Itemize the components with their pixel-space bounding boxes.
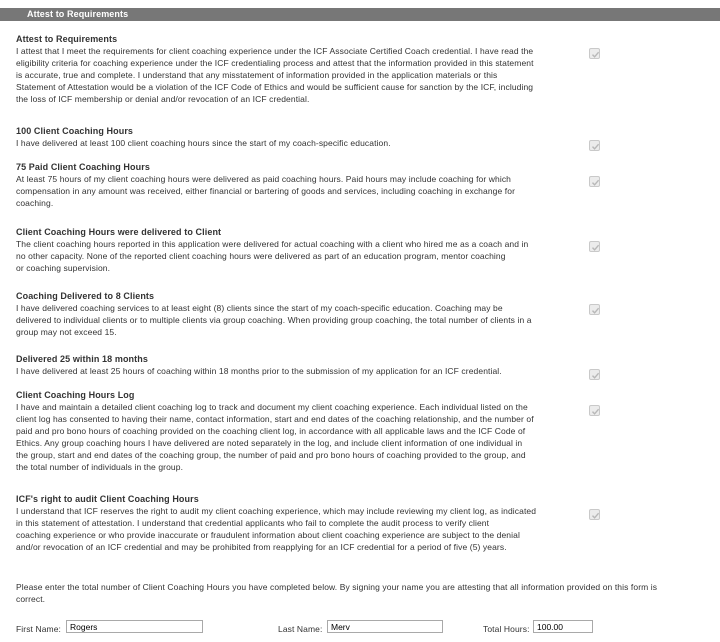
checkmark-icon: [591, 142, 600, 151]
attestation-checkbox[interactable]: [589, 509, 600, 520]
attestation-text-line: Ethics. Any group coaching hours I have delivered are noted separately in the log, and include client information of one individual in: [16, 438, 523, 448]
checkmark-icon: [591, 371, 600, 380]
attestation-text-line: the total number of individuals in the group.: [16, 462, 184, 472]
last-name-label: Last Name:: [278, 624, 323, 634]
attestation-section: [16, 290, 576, 338]
checkmark-icon: [591, 50, 600, 59]
checkmark-icon: [591, 511, 600, 520]
notice-line: Please enter the total number of Client Coaching Hours you have completed below. By signing your name you are attesting that all information provided on this form is: [16, 582, 658, 592]
checkmark-icon: [591, 243, 600, 252]
checkmark-icon: [591, 306, 600, 315]
attestation-text-line: I understand that ICF reserves the right to audit my client coaching experience, which may include reviewing my client log, as indicated: [16, 506, 537, 516]
attestation-section: [16, 125, 576, 149]
total-hours-input[interactable]: [533, 620, 593, 633]
attestation-text-line: or coaching supervision.: [16, 263, 111, 273]
last-name-input[interactable]: [327, 620, 443, 633]
attestation-text-line: I attest that I meet the requirements for client coaching experience under the ICF Associate Certified Coach credential. I have read the: [16, 46, 534, 56]
attestation-title: 75 Paid Client Coaching Hours: [16, 162, 150, 172]
attestation-checkbox[interactable]: [589, 48, 600, 59]
attestation-text-line: the loss of ICF membership or denial and/or revocation of an ICF credential.: [16, 94, 310, 104]
attestation-section: [16, 161, 576, 209]
attestation-text-line: paid and pro bono hours of coaching provided on the coaching client log, in accordance with all applicable laws and the ICF Code of: [16, 426, 526, 436]
attestation-text-line: I have delivered at least 25 hours of coaching within 18 months prior to the submission of my application for an ICF credential.: [16, 366, 502, 376]
attestation-section: [16, 389, 576, 473]
attestation-text-line: At least 75 hours of my client coaching hours were delivered as paid coaching hours. Paid hours may include coaching for which: [16, 174, 512, 184]
attestation-text-line: eligibility criteria for coaching experience under the ICF credentialing process and attest that the information provided in this statement: [16, 58, 534, 68]
attestation-title: Client Coaching Hours were delivered to Client: [16, 227, 222, 237]
notice-line: correct.: [16, 594, 46, 604]
section-header: [0, 8, 720, 21]
attestation-title: ICF's right to audit Client Coaching Hours: [16, 494, 199, 504]
attestation-text-line: is accurate, true and complete. I understand that any misstatement of information provided in the application materials or this: [16, 70, 498, 80]
attestation-text-line: I have delivered coaching services to at least eight (8) clients since the start of my coach-specific education. Coaching may be: [16, 303, 503, 313]
attestation-title: Attest to Requirements: [16, 34, 118, 44]
attestation-text-line: I have and maintain a detailed client coaching log to track and document my client coaching experience. Each individual listed on the: [16, 402, 528, 412]
attestation-checkbox[interactable]: [589, 241, 600, 252]
attestation-title: Delivered 25 within 18 months: [16, 354, 148, 364]
attestation-text-line: and/or revocation of an ICF credential and may be prohibited from reapplying for an ICF credential for a period of five (5) years.: [16, 542, 507, 552]
total-hours-label: Total Hours:: [483, 624, 530, 634]
attestation-text-line: client log has consented to having their name, contact information, start and end dates of the coaching relationship, and the number of: [16, 414, 534, 424]
attestation-title: Coaching Delivered to 8 Clients: [16, 291, 155, 301]
attestation-checkbox[interactable]: [589, 176, 600, 187]
notice-text: [16, 581, 706, 605]
attestation-text-line: I have delivered at least 100 client coaching hours since the start of my coach-specific education.: [16, 138, 391, 148]
attestation-checkbox[interactable]: [589, 304, 600, 315]
attestation-text-line: in this statement of attestation. I understand that credential applicants who fail to complete the audit process to verify client: [16, 518, 490, 528]
attestation-section: [16, 493, 576, 553]
first-name-input[interactable]: [66, 620, 203, 633]
attestation-section: [16, 33, 576, 105]
attestation-text-line: Statement of Attestation would be a violation of the ICF Code of Ethics and would be sufficient cause for sanction by the ICF, including: [16, 82, 534, 92]
attestation-text-line: no other capacity. None of the reported client coaching hours were delivered as part of an education program, mentor coaching: [16, 251, 506, 261]
attestation-text-line: The client coaching hours reported in this application were delivered for actual coaching with a client who hired me as a coach and in: [16, 239, 529, 249]
attestation-text-line: coaching experience or who provide inaccurate or fraudulent information about client coaching experience are subject to the denial: [16, 530, 520, 540]
attestation-checkbox[interactable]: [589, 405, 600, 416]
first-name-label: First Name:: [16, 624, 62, 634]
attestation-title: 100 Client Coaching Hours: [16, 126, 134, 136]
attestation-text-line: coaching.: [16, 198, 54, 208]
attestation-text-line: compensation in any amount was received, either financial or bartering of goods and services, including coaching in exchange for: [16, 186, 516, 196]
attestation-text-line: the group, start and end dates of the coaching group, the number of paid and pro bono hours of coaching provided to the group, and: [16, 450, 526, 460]
attestation-title: Client Coaching Hours Log: [16, 390, 135, 400]
attestation-section: [16, 353, 576, 377]
attestation-checkbox[interactable]: [589, 140, 600, 151]
attestation-text-line: delivered to individual clients or to multiple clients via group coaching. When providing group coaching, the total number of clients in a: [16, 315, 532, 325]
attestation-section: [16, 226, 576, 274]
checkmark-icon: [591, 407, 600, 416]
section-header-title: Attest to Requirements: [27, 9, 129, 19]
checkmark-icon: [591, 178, 600, 187]
attestation-checkbox[interactable]: [589, 369, 600, 380]
attestation-text-line: group may not exceed 15.: [16, 327, 117, 337]
